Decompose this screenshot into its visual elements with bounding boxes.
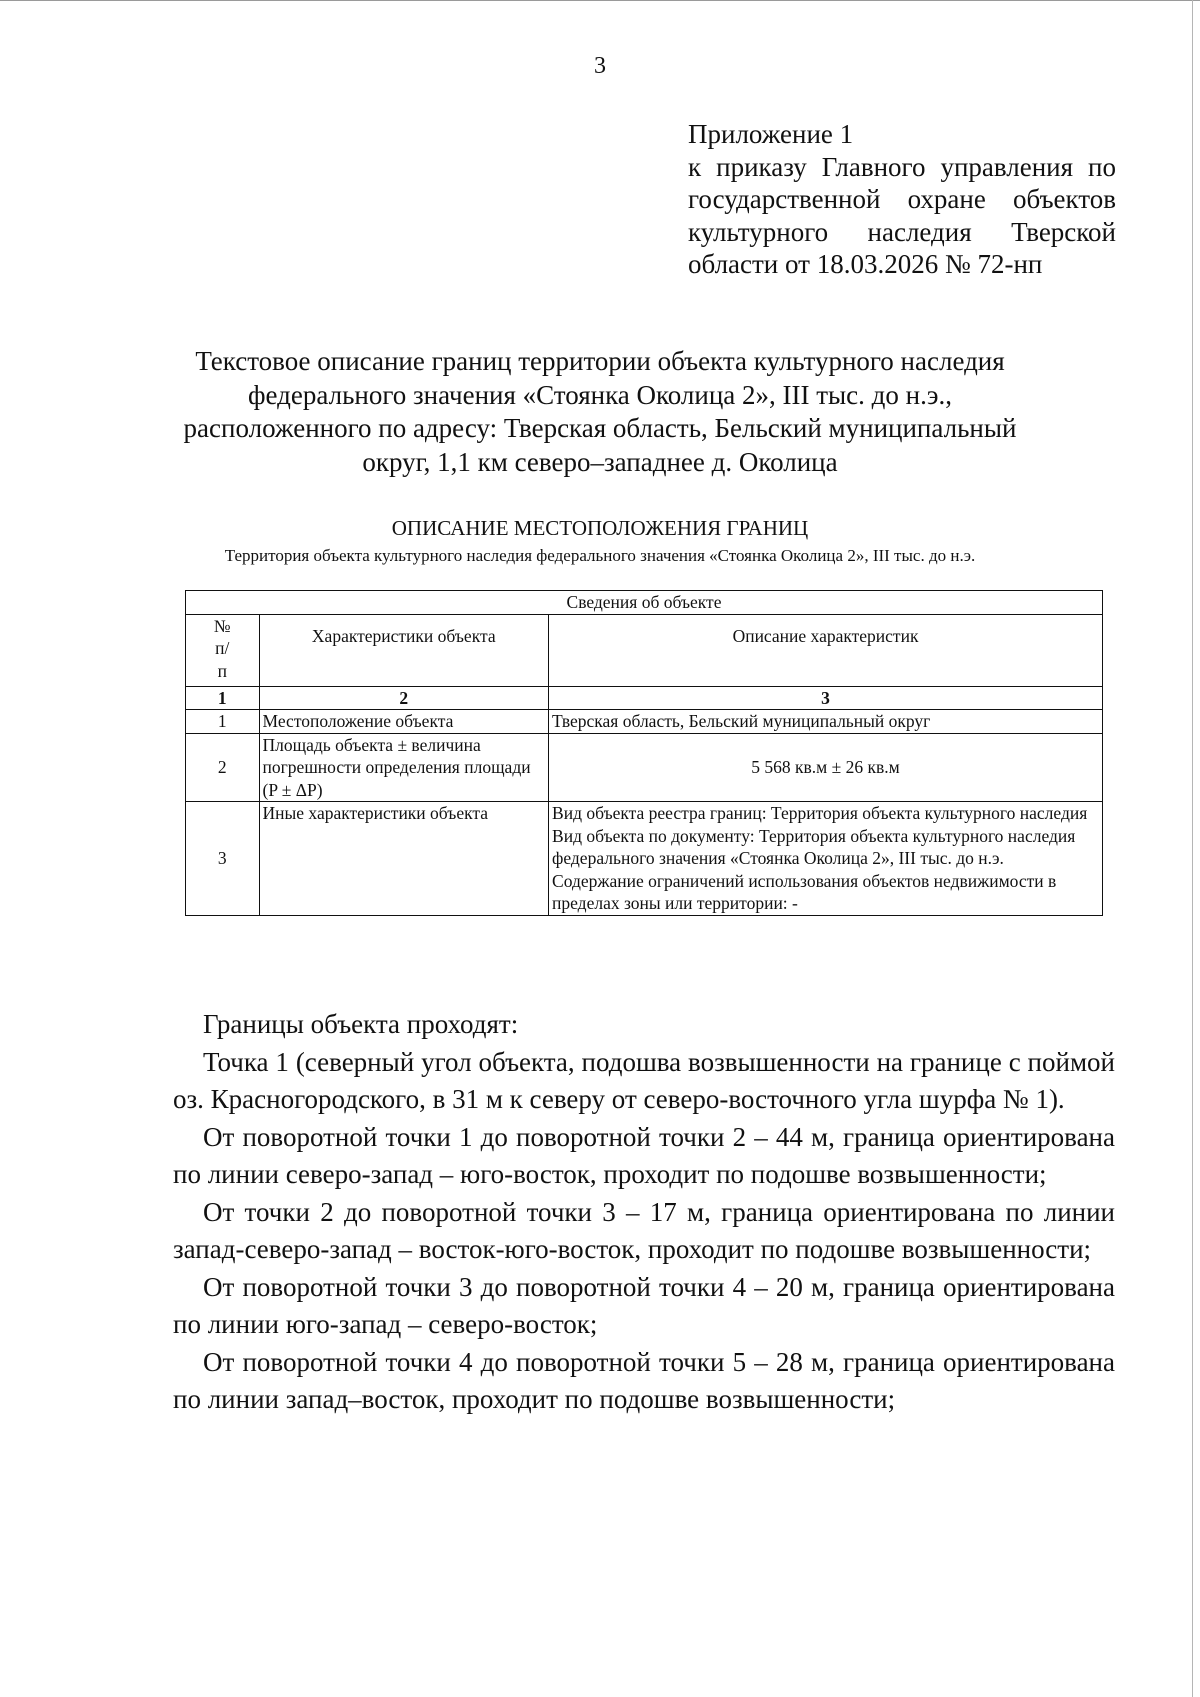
row-characteristic: Площадь объекта ± величина погрешности определения площади (P ± ΔP) [259, 733, 549, 802]
page-number: 3 [594, 53, 606, 79]
table-row [186, 733, 1103, 802]
document-title [150, 345, 1050, 479]
column-number: 3 [549, 686, 1103, 710]
row-num: 3 [186, 802, 260, 916]
title-line: расположенного по адресу: Тверская область, Бельский муниципальный [183, 413, 1017, 443]
row-num: 1 [186, 710, 260, 734]
title-line: округ, 1,1 км северо–западнее д. Околица [362, 446, 838, 477]
row-characteristic: Иные характеристики объекта [259, 802, 549, 916]
appendix-line: государственной охране объектов [688, 184, 1116, 214]
paragraph: От поворотной точки 1 до поворотной точки 2 – 44 м, граница ориентирована по линии северо-запад – юго-восток, проходит по подошве возвышенности; [173, 1121, 1115, 1189]
header-num: № п/ п [186, 614, 260, 686]
table-caption: Сведения об объекте [186, 591, 1103, 615]
row-description: 5 568 кв.м ± 26 кв.м [549, 733, 1103, 802]
appendix-header [688, 118, 1116, 281]
title-line: федерального значения «Стоянка Околица 2», III тыс. до н.э., [248, 379, 952, 410]
column-number-row [186, 686, 1103, 710]
section-heading: ОПИСАНИЕ МЕСТОПОЛОЖЕНИЯ ГРАНИЦ [391, 516, 809, 540]
row-description: Тверская область, Бельский муниципальный округ [549, 710, 1103, 734]
title-line: Текстовое описание границ территории объекта культурного наследия [195, 346, 1005, 376]
scan-right-border [1192, 0, 1194, 1697]
appendix-line: культурного наследия Тверской [688, 216, 1116, 247]
paragraph: От поворотной точки 4 до поворотной точки 5 – 28 м, граница ориентирована по линии запад–восток, проходит по подошве возвышенности; [173, 1346, 1115, 1414]
table-caption-row [186, 591, 1103, 615]
column-number: 1 [186, 686, 260, 710]
row-characteristic: Местоположение объекта [259, 710, 549, 734]
appendix-line: области от 18.03.2026 № 72-нп [688, 249, 1043, 279]
boundary-description [173, 1006, 1115, 1419]
appendix-line: Приложение 1 [688, 119, 854, 149]
paragraph: Точка 1 (северный угол объекта, подошва возвышенности на границе с поймой оз. Красногородского, в 31 м к северу от северо-восточного угла шурфа № 1). [173, 1046, 1115, 1114]
table-row [186, 802, 1103, 916]
header-description: Описание характеристик [549, 614, 1103, 686]
scan-top-border [0, 0, 1200, 2]
column-number: 2 [259, 686, 549, 710]
object-info-table [185, 590, 1103, 916]
paragraph: От поворотной точки 3 до поворотной точки 4 – 20 м, граница ориентирована по линии юго-запад – северо-восток; [173, 1271, 1115, 1339]
appendix-line: к приказу Главного управления по [688, 151, 1116, 182]
section-subheading: Территория объекта культурного наследия федерального значения «Стоянка Околица 2», III тыс. до н.э. [224, 546, 976, 565]
paragraph: Границы объекта проходят: [203, 1009, 519, 1039]
table-header-row [186, 614, 1103, 686]
paragraph: От точки 2 до поворотной точки 3 – 17 м, граница ориентирована по линии запад-северо-запад – восток-юго-восток, проходит по подошве возвышенности; [173, 1196, 1115, 1264]
header-characteristic: Характеристики объекта [259, 614, 549, 686]
table-row [186, 710, 1103, 734]
row-num: 2 [186, 733, 260, 802]
row-description: Вид объекта реестра границ: Территория объекта культурного наследия Вид объекта по документу: Территория объекта культурного наследия федерального значения «Стоянка Околица 2», III тыс. до н.э. Содержание ограничений использования объектов недвижимости в пределах зоны или территории: - [549, 802, 1103, 916]
